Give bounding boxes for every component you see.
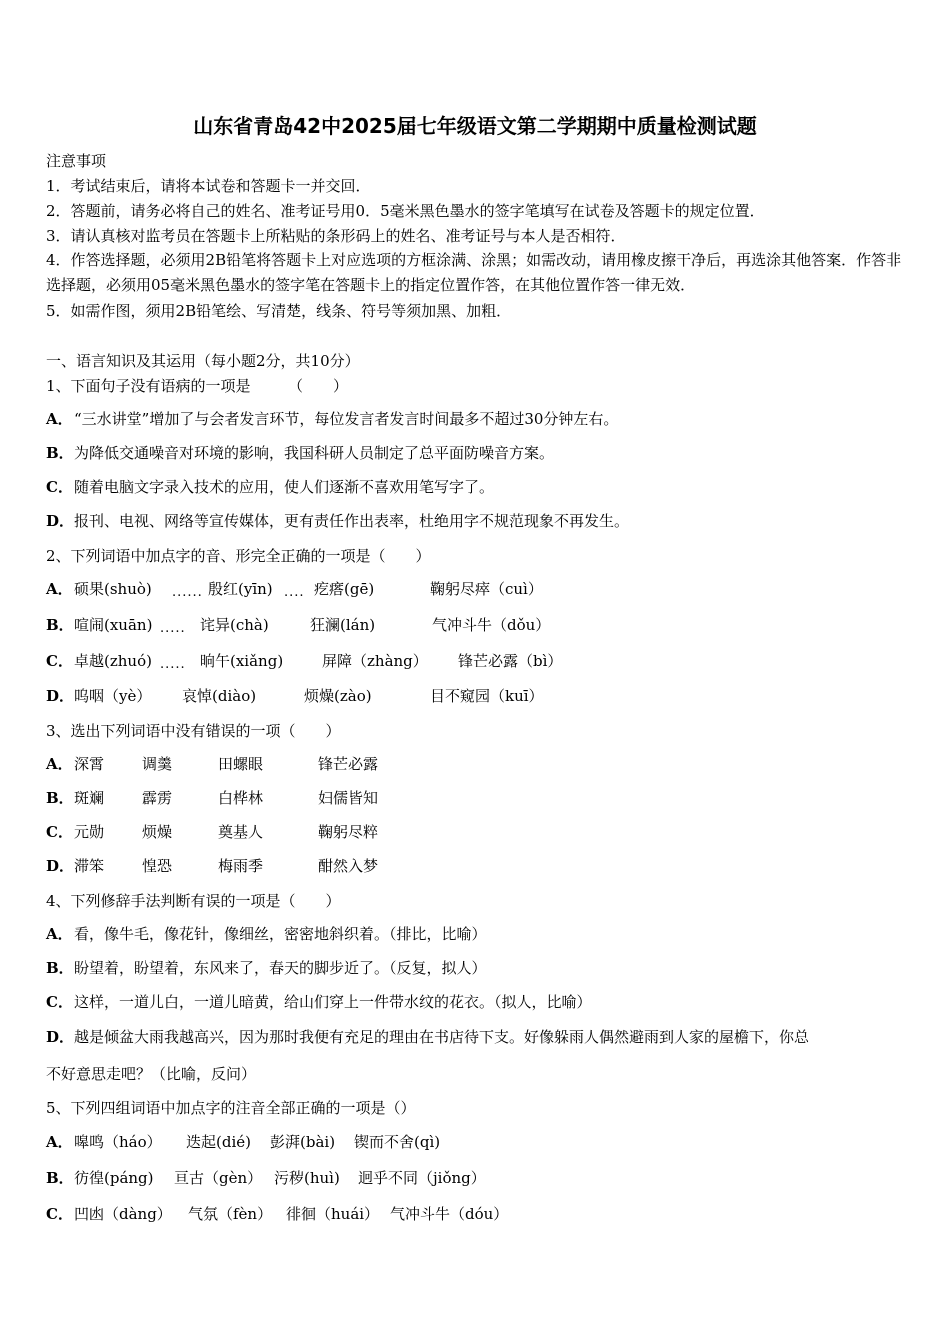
option-word: 滞笨	[74, 857, 105, 875]
option-word: 气冲斗牛（dóu）	[390, 1205, 509, 1223]
option-word: 晌午(xiǎng)	[200, 652, 284, 670]
option-word: 嗥鸣（háo）	[74, 1133, 162, 1151]
q3-option-a	[46, 753, 378, 775]
option-word: 污秽(huì)	[274, 1169, 340, 1187]
q5-option-a	[46, 1131, 440, 1153]
option-text: 报刊、电视、网络等宣传媒体，更有责任作出表率，杜绝用字不规范现象不再发生。	[74, 512, 630, 530]
q4-option-d	[46, 1026, 809, 1048]
option-word: 气氛（fèn）	[188, 1205, 273, 1223]
option-word: 调羹	[142, 755, 173, 773]
option-text: 这样，一道儿白，一道儿暗黄，给山们穿上一件带水纹的花衣。（拟人，比喻）	[74, 993, 592, 1011]
option-word: 奠基人	[218, 823, 264, 841]
option-word: 深霄	[74, 755, 105, 773]
option-word: 迭起(dié)	[186, 1133, 251, 1151]
q4-option-d-continuation: 不好意思走吧？（比喻，反问）	[46, 1065, 257, 1083]
option-letter: A．	[46, 580, 73, 598]
option-word: 彷徨(páng)	[74, 1169, 154, 1187]
option-letter: B．	[46, 616, 74, 634]
q4-option-c	[46, 991, 592, 1013]
emphasis-dots: .....	[160, 657, 186, 672]
option-word: 哀悼(diào)	[182, 687, 257, 705]
option-word: 鞠躬尽粹	[318, 823, 379, 841]
option-letter: D．	[46, 857, 75, 875]
option-letter: A．	[46, 1133, 73, 1151]
option-word: 硕果(shuò)	[74, 580, 152, 598]
option-word: 徘徊（huái）	[286, 1205, 380, 1223]
q1-option-d	[46, 510, 629, 532]
option-text: “三水讲堂”增加了与会者发言环节，每位发言者发言时间最多不超过30分钟左右。	[74, 410, 619, 428]
option-word: 疙瘩(gē)	[314, 580, 375, 598]
option-letter: B．	[46, 959, 74, 977]
q3-option-d	[46, 855, 378, 877]
option-letter: C．	[46, 993, 73, 1011]
notice-item: 3．请认真核对监考员在答题卡上所粘贴的条形码上的姓名、准考证号与本人是否相符．	[46, 227, 626, 245]
q2-option-b	[46, 614, 550, 640]
notice-item: 4．作答选择题，必须用2B铅笔将答题卡上对应选项的方框涂满、涂黑；如需改动，请用橡皮擦干净后，再选涂其他答案．作答非选择题，必须用05毫米黑色墨水的签字笔在答题卡上的指定位置作答，在其他位置作答一律无效．	[46, 251, 902, 294]
option-word: 喧闹(xuān)	[74, 616, 153, 634]
notice-item: 2．答题前，请务必将自己的姓名、准考证号用0．5毫米黑色墨水的签字笔填写在试卷及答题卡的规定位置．	[46, 202, 765, 220]
q2-option-a	[46, 578, 543, 604]
option-word: 田螺眼	[218, 755, 264, 773]
exam-title: 山东省青岛42中2025届七年级语文第二学期期中质量检测试题	[193, 114, 757, 138]
option-word: 烦燥(zào)	[304, 687, 372, 705]
option-word: 锋芒必露（bì）	[458, 652, 563, 670]
option-word: 霹雳	[142, 789, 173, 807]
q4-option-b	[46, 957, 487, 979]
question-stem-5: 5、下列四组词语中加点字的注音全部正确的一项是（）	[46, 1099, 416, 1117]
option-letter: C．	[46, 823, 73, 841]
q5-option-b	[46, 1167, 486, 1189]
option-letter: C．	[46, 652, 73, 670]
option-word: 殷红(yīn)	[208, 580, 273, 598]
option-letter: D．	[46, 512, 75, 530]
question-stem-2: 2、下列词语中加点字的音、形完全正确的一项是（ ）	[46, 547, 431, 565]
notice-item: 1．考试结束后，请将本试卷和答题卡一并交回．	[46, 177, 371, 195]
option-word: 元勋	[74, 823, 105, 841]
option-word: 锲而不舍(qì)	[354, 1133, 441, 1151]
option-letter: A．	[46, 410, 73, 428]
q3-option-c	[46, 821, 378, 843]
option-letter: B．	[46, 1169, 74, 1187]
option-word: 烦燥	[142, 823, 173, 841]
option-word: 屏障（zhàng）	[322, 652, 428, 670]
section-heading: 一、语言知识及其运用（每小题2分，共10分）	[46, 352, 360, 370]
option-word: 酣然入梦	[318, 857, 379, 875]
option-word: 卓越(zhuó)	[74, 652, 152, 670]
option-word: 鞠躬尽瘁（cuì）	[430, 580, 543, 598]
q2-option-c	[46, 650, 562, 676]
question-stem-1: 1、下面句子没有语病的一项是 （ ）	[46, 377, 349, 395]
q1-option-c	[46, 476, 494, 498]
option-word: 目不窥园（kuī）	[430, 687, 544, 705]
option-word: 凹凼（dàng）	[74, 1205, 172, 1223]
option-word: 气冲斗牛（dǒu）	[432, 616, 551, 634]
option-word: 妇儒皆知	[318, 789, 379, 807]
option-letter: C．	[46, 478, 73, 496]
option-text: 盼望着，盼望着，东风来了，春天的脚步近了。（反复，拟人）	[74, 959, 487, 977]
emphasis-dots: .....	[160, 621, 186, 636]
option-word: 白桦林	[218, 789, 264, 807]
question-stem-3: 3、选出下列词语中没有错误的一项（ ）	[46, 722, 341, 740]
option-word: 惶恐	[142, 857, 173, 875]
option-letter: D．	[46, 1028, 75, 1046]
option-letter: C．	[46, 1205, 73, 1223]
notice-item: 5．如需作图，须用2B铅笔绘、写清楚，线条、符号等须加黑、加粗．	[46, 302, 512, 320]
option-word: 诧异(chà)	[200, 616, 269, 634]
option-text: 随着电脑文字录入技术的应用，使人们逐渐不喜欢用笔写字了。	[74, 478, 495, 496]
option-text: 看，像牛毛，像花针，像细丝，密密地斜织着。（排比，比喻）	[74, 925, 487, 943]
q4-option-a	[46, 923, 487, 945]
option-letter: A．	[46, 925, 73, 943]
emphasis-dots: ......	[172, 585, 203, 600]
question-stem-4: 4、下列修辞手法判断有误的一项是（ ）	[46, 892, 341, 910]
notice-heading: 注意事项	[46, 152, 107, 170]
q2-option-d	[46, 685, 544, 707]
option-word: 狂澜(lán)	[310, 616, 376, 634]
option-word: 呜咽（yè）	[74, 687, 152, 705]
q5-option-c	[46, 1203, 508, 1225]
option-letter: D．	[46, 687, 75, 705]
option-word: 斑斓	[74, 789, 105, 807]
q3-option-b	[46, 787, 378, 809]
option-letter: B．	[46, 789, 74, 807]
option-word: 锋芒必露	[318, 755, 379, 773]
option-word: 梅雨季	[218, 857, 264, 875]
option-word: 亘古（gèn）	[174, 1169, 263, 1187]
option-word: 彭湃(bài)	[270, 1133, 336, 1151]
emphasis-dots: ....	[284, 585, 305, 600]
q1-option-a	[46, 408, 618, 430]
option-letter: A．	[46, 755, 73, 773]
option-letter: B．	[46, 444, 74, 462]
q1-option-b	[46, 442, 554, 464]
option-text: 为降低交通噪音对环境的影响，我国科研人员制定了总平面防噪音方案。	[74, 444, 555, 462]
option-text: 越是倾盆大雨我越高兴，因为那时我便有充足的理由在书店待下支。好像躲雨人偶然避雨到人家的屋檐下，你总	[74, 1028, 810, 1046]
option-word: 迥乎不同（jiǒng）	[358, 1169, 486, 1187]
